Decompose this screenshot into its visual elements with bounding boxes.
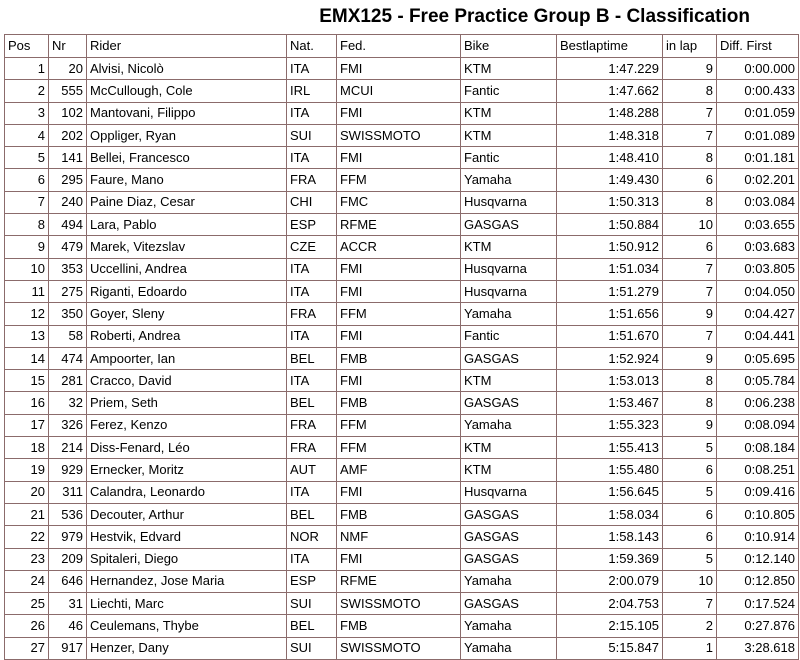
nationality-cell: ESP: [287, 214, 337, 236]
best-lap-time-cell: 1:55.323: [557, 414, 663, 436]
rider-name-cell: Marek, Vitezslav: [87, 236, 287, 258]
nationality-cell: ITA: [287, 370, 337, 392]
rider-name-cell: Oppliger, Ryan: [87, 124, 287, 146]
number-cell: 555: [49, 80, 87, 102]
bike-cell: Yamaha: [461, 169, 557, 191]
federation-cell: SWISSMOTO: [337, 637, 461, 659]
federation-cell: AMF: [337, 459, 461, 481]
number-cell: 214: [49, 437, 87, 459]
position-cell: 24: [5, 570, 49, 592]
table-row: [5, 615, 799, 637]
federation-cell: FMI: [337, 258, 461, 280]
diff-first-cell: 0:04.441: [717, 325, 799, 347]
rider-name-cell: Paine Diaz, Cesar: [87, 191, 287, 213]
bike-cell: Fantic: [461, 80, 557, 102]
best-lap-time-cell: 1:51.656: [557, 303, 663, 325]
position-cell: 27: [5, 637, 49, 659]
in-lap-cell: 6: [663, 459, 717, 481]
federation-cell: SWISSMOTO: [337, 593, 461, 615]
number-cell: 20: [49, 58, 87, 80]
bike-cell: GASGAS: [461, 214, 557, 236]
diff-first-cell: 0:08.184: [717, 437, 799, 459]
best-lap-time-cell: 1:59.369: [557, 548, 663, 570]
best-lap-time-cell: 1:48.410: [557, 147, 663, 169]
bike-cell: Yamaha: [461, 570, 557, 592]
federation-cell: FMB: [337, 392, 461, 414]
nationality-cell: ITA: [287, 58, 337, 80]
federation-cell: SWISSMOTO: [337, 124, 461, 146]
best-lap-time-cell: 2:00.079: [557, 570, 663, 592]
bike-cell: Husqvarna: [461, 280, 557, 302]
rider-name-cell: Ceulemans, Thybe: [87, 615, 287, 637]
in-lap-cell: 8: [663, 80, 717, 102]
number-cell: 141: [49, 147, 87, 169]
col-bike-header: Bike: [461, 35, 557, 58]
best-lap-time-cell: 1:51.670: [557, 325, 663, 347]
table-row: [5, 325, 799, 347]
number-cell: 917: [49, 637, 87, 659]
rider-name-cell: Spitaleri, Diego: [87, 548, 287, 570]
nationality-cell: AUT: [287, 459, 337, 481]
rider-name-cell: Hestvik, Edvard: [87, 526, 287, 548]
table-row: [5, 58, 799, 80]
federation-cell: FMI: [337, 548, 461, 570]
col-rider-header: Rider: [87, 35, 287, 58]
diff-first-cell: 0:04.427: [717, 303, 799, 325]
in-lap-cell: 7: [663, 258, 717, 280]
table-row: [5, 191, 799, 213]
table-row: [5, 637, 799, 659]
number-cell: 295: [49, 169, 87, 191]
bike-cell: GASGAS: [461, 392, 557, 414]
in-lap-cell: 5: [663, 481, 717, 503]
nationality-cell: IRL: [287, 80, 337, 102]
position-cell: 26: [5, 615, 49, 637]
position-cell: 10: [5, 258, 49, 280]
diff-first-cell: 0:10.805: [717, 503, 799, 525]
table-row: [5, 503, 799, 525]
federation-cell: FFM: [337, 169, 461, 191]
best-lap-time-cell: 1:47.662: [557, 80, 663, 102]
federation-cell: FMB: [337, 347, 461, 369]
in-lap-cell: 9: [663, 303, 717, 325]
table-row: [5, 526, 799, 548]
position-cell: 4: [5, 124, 49, 146]
table-row: [5, 102, 799, 124]
col-nr-header: Nr: [49, 35, 87, 58]
table-row: [5, 481, 799, 503]
in-lap-cell: 6: [663, 236, 717, 258]
best-lap-time-cell: 1:56.645: [557, 481, 663, 503]
nationality-cell: NOR: [287, 526, 337, 548]
col-fed-header: Fed.: [337, 35, 461, 58]
table-row: [5, 147, 799, 169]
rider-name-cell: Diss-Fenard, Léo: [87, 437, 287, 459]
position-cell: 9: [5, 236, 49, 258]
bike-cell: GASGAS: [461, 593, 557, 615]
number-cell: 979: [49, 526, 87, 548]
federation-cell: FMB: [337, 503, 461, 525]
number-cell: 209: [49, 548, 87, 570]
federation-cell: FMI: [337, 147, 461, 169]
table-row: [5, 236, 799, 258]
number-cell: 31: [49, 593, 87, 615]
federation-cell: FFM: [337, 437, 461, 459]
number-cell: 350: [49, 303, 87, 325]
table-row: [5, 370, 799, 392]
rider-name-cell: Lara, Pablo: [87, 214, 287, 236]
number-cell: 46: [49, 615, 87, 637]
bike-cell: GASGAS: [461, 347, 557, 369]
federation-cell: MCUI: [337, 80, 461, 102]
federation-cell: NMF: [337, 526, 461, 548]
nationality-cell: BEL: [287, 392, 337, 414]
bike-cell: Yamaha: [461, 414, 557, 436]
table-row: [5, 124, 799, 146]
number-cell: 281: [49, 370, 87, 392]
in-lap-cell: 7: [663, 124, 717, 146]
number-cell: 494: [49, 214, 87, 236]
bike-cell: KTM: [461, 124, 557, 146]
diff-first-cell: 0:03.655: [717, 214, 799, 236]
number-cell: 311: [49, 481, 87, 503]
position-cell: 18: [5, 437, 49, 459]
diff-first-cell: 0:02.201: [717, 169, 799, 191]
number-cell: 479: [49, 236, 87, 258]
nationality-cell: CZE: [287, 236, 337, 258]
in-lap-cell: 10: [663, 570, 717, 592]
in-lap-cell: 1: [663, 637, 717, 659]
bike-cell: Yamaha: [461, 637, 557, 659]
best-lap-time-cell: 1:47.229: [557, 58, 663, 80]
in-lap-cell: 9: [663, 414, 717, 436]
bike-cell: KTM: [461, 236, 557, 258]
page-title: EMX125 - Free Practice Group B - Classification: [319, 6, 750, 27]
rider-name-cell: Decouter, Arthur: [87, 503, 287, 525]
federation-cell: FFM: [337, 303, 461, 325]
bike-cell: KTM: [461, 370, 557, 392]
best-lap-time-cell: 1:50.912: [557, 236, 663, 258]
rider-name-cell: Priem, Seth: [87, 392, 287, 414]
federation-cell: RFME: [337, 214, 461, 236]
diff-first-cell: 0:12.140: [717, 548, 799, 570]
nationality-cell: BEL: [287, 503, 337, 525]
rider-name-cell: Ernecker, Moritz: [87, 459, 287, 481]
rider-name-cell: Ferez, Kenzo: [87, 414, 287, 436]
bike-cell: GASGAS: [461, 526, 557, 548]
rider-name-cell: Alvisi, Nicolò: [87, 58, 287, 80]
position-cell: 8: [5, 214, 49, 236]
position-cell: 22: [5, 526, 49, 548]
position-cell: 20: [5, 481, 49, 503]
position-cell: 12: [5, 303, 49, 325]
number-cell: 275: [49, 280, 87, 302]
diff-first-cell: 3:28.618: [717, 637, 799, 659]
bike-cell: GASGAS: [461, 503, 557, 525]
table-row: [5, 258, 799, 280]
diff-first-cell: 0:12.850: [717, 570, 799, 592]
table-row: [5, 347, 799, 369]
federation-cell: FMI: [337, 280, 461, 302]
rider-name-cell: McCullough, Cole: [87, 80, 287, 102]
best-lap-time-cell: 1:50.313: [557, 191, 663, 213]
table-row: [5, 570, 799, 592]
table-row: [5, 280, 799, 302]
best-lap-time-cell: 1:49.430: [557, 169, 663, 191]
in-lap-cell: 6: [663, 169, 717, 191]
table-row: [5, 392, 799, 414]
rider-name-cell: Roberti, Andrea: [87, 325, 287, 347]
best-lap-time-cell: 1:50.884: [557, 214, 663, 236]
number-cell: 326: [49, 414, 87, 436]
number-cell: 353: [49, 258, 87, 280]
rider-name-cell: Hernandez, Jose Maria: [87, 570, 287, 592]
in-lap-cell: 6: [663, 503, 717, 525]
best-lap-time-cell: 1:53.013: [557, 370, 663, 392]
position-cell: 17: [5, 414, 49, 436]
rider-name-cell: Henzer, Dany: [87, 637, 287, 659]
in-lap-cell: 5: [663, 548, 717, 570]
position-cell: 25: [5, 593, 49, 615]
best-lap-time-cell: 2:04.753: [557, 593, 663, 615]
bike-cell: Fantic: [461, 147, 557, 169]
number-cell: 646: [49, 570, 87, 592]
position-cell: 7: [5, 191, 49, 213]
nationality-cell: SUI: [287, 637, 337, 659]
in-lap-cell: 7: [663, 325, 717, 347]
rider-name-cell: Goyer, Sleny: [87, 303, 287, 325]
number-cell: 240: [49, 191, 87, 213]
bike-cell: Fantic: [461, 325, 557, 347]
nationality-cell: FRA: [287, 169, 337, 191]
in-lap-cell: 9: [663, 58, 717, 80]
diff-first-cell: 0:03.805: [717, 258, 799, 280]
bike-cell: Husqvarna: [461, 191, 557, 213]
nationality-cell: ITA: [287, 325, 337, 347]
position-cell: 2: [5, 80, 49, 102]
col-diff-first-header: Diff. First: [717, 35, 799, 58]
col-bestlaptime-header: Bestlaptime: [557, 35, 663, 58]
bike-cell: KTM: [461, 58, 557, 80]
bike-cell: GASGAS: [461, 548, 557, 570]
nationality-cell: ITA: [287, 258, 337, 280]
federation-cell: FFM: [337, 414, 461, 436]
position-cell: 1: [5, 58, 49, 80]
rider-name-cell: Riganti, Edoardo: [87, 280, 287, 302]
nationality-cell: ESP: [287, 570, 337, 592]
diff-first-cell: 0:01.059: [717, 102, 799, 124]
in-lap-cell: 8: [663, 392, 717, 414]
rider-name-cell: Uccellini, Andrea: [87, 258, 287, 280]
number-cell: 202: [49, 124, 87, 146]
federation-cell: FMC: [337, 191, 461, 213]
table-row: [5, 459, 799, 481]
federation-cell: FMI: [337, 325, 461, 347]
table-row: [5, 169, 799, 191]
in-lap-cell: 8: [663, 147, 717, 169]
in-lap-cell: 7: [663, 593, 717, 615]
number-cell: 32: [49, 392, 87, 414]
in-lap-cell: 7: [663, 102, 717, 124]
number-cell: 929: [49, 459, 87, 481]
rider-name-cell: Faure, Mano: [87, 169, 287, 191]
table-row: [5, 437, 799, 459]
nationality-cell: SUI: [287, 124, 337, 146]
nationality-cell: SUI: [287, 593, 337, 615]
rider-name-cell: Calandra, Leonardo: [87, 481, 287, 503]
best-lap-time-cell: 5:15.847: [557, 637, 663, 659]
in-lap-cell: 8: [663, 191, 717, 213]
table-header: [5, 35, 799, 58]
in-lap-cell: 6: [663, 526, 717, 548]
position-cell: 19: [5, 459, 49, 481]
diff-first-cell: 0:03.084: [717, 191, 799, 213]
table-row: [5, 548, 799, 570]
in-lap-cell: 7: [663, 280, 717, 302]
nationality-cell: CHI: [287, 191, 337, 213]
diff-first-cell: 0:00.000: [717, 58, 799, 80]
federation-cell: RFME: [337, 570, 461, 592]
nationality-cell: BEL: [287, 347, 337, 369]
col-nat-header: Nat.: [287, 35, 337, 58]
rider-name-cell: Liechti, Marc: [87, 593, 287, 615]
position-cell: 11: [5, 280, 49, 302]
bike-cell: Yamaha: [461, 303, 557, 325]
position-cell: 21: [5, 503, 49, 525]
bike-cell: Yamaha: [461, 615, 557, 637]
rider-name-cell: Cracco, David: [87, 370, 287, 392]
position-cell: 3: [5, 102, 49, 124]
number-cell: 58: [49, 325, 87, 347]
nationality-cell: FRA: [287, 303, 337, 325]
bike-cell: KTM: [461, 459, 557, 481]
in-lap-cell: 8: [663, 370, 717, 392]
diff-first-cell: 0:17.524: [717, 593, 799, 615]
federation-cell: FMI: [337, 58, 461, 80]
number-cell: 536: [49, 503, 87, 525]
nationality-cell: FRA: [287, 437, 337, 459]
in-lap-cell: 9: [663, 347, 717, 369]
best-lap-time-cell: 1:58.034: [557, 503, 663, 525]
diff-first-cell: 0:00.433: [717, 80, 799, 102]
nationality-cell: FRA: [287, 414, 337, 436]
table-row: [5, 593, 799, 615]
position-cell: 6: [5, 169, 49, 191]
best-lap-time-cell: 1:55.480: [557, 459, 663, 481]
nationality-cell: ITA: [287, 280, 337, 302]
diff-first-cell: 0:04.050: [717, 280, 799, 302]
best-lap-time-cell: 1:53.467: [557, 392, 663, 414]
table-row: [5, 414, 799, 436]
position-cell: 15: [5, 370, 49, 392]
diff-first-cell: 0:05.784: [717, 370, 799, 392]
federation-cell: FMI: [337, 370, 461, 392]
table-body: [5, 58, 799, 660]
federation-cell: FMI: [337, 102, 461, 124]
best-lap-time-cell: 1:58.143: [557, 526, 663, 548]
rider-name-cell: Ampoorter, Ian: [87, 347, 287, 369]
diff-first-cell: 0:09.416: [717, 481, 799, 503]
position-cell: 14: [5, 347, 49, 369]
diff-first-cell: 0:01.181: [717, 147, 799, 169]
nationality-cell: ITA: [287, 548, 337, 570]
diff-first-cell: 0:03.683: [717, 236, 799, 258]
diff-first-cell: 0:01.089: [717, 124, 799, 146]
col-in-lap-header: in lap: [663, 35, 717, 58]
classification-table: [4, 34, 799, 660]
bike-cell: Husqvarna: [461, 258, 557, 280]
number-cell: 474: [49, 347, 87, 369]
position-cell: 5: [5, 147, 49, 169]
header-row: [5, 35, 799, 58]
best-lap-time-cell: 1:51.034: [557, 258, 663, 280]
number-cell: 102: [49, 102, 87, 124]
table-row: [5, 214, 799, 236]
federation-cell: FMB: [337, 615, 461, 637]
nationality-cell: ITA: [287, 481, 337, 503]
position-cell: 23: [5, 548, 49, 570]
in-lap-cell: 5: [663, 437, 717, 459]
position-cell: 16: [5, 392, 49, 414]
federation-cell: ACCR: [337, 236, 461, 258]
table-row: [5, 303, 799, 325]
in-lap-cell: 10: [663, 214, 717, 236]
bike-cell: KTM: [461, 102, 557, 124]
federation-cell: FMI: [337, 481, 461, 503]
nationality-cell: BEL: [287, 615, 337, 637]
diff-first-cell: 0:08.094: [717, 414, 799, 436]
rider-name-cell: Bellei, Francesco: [87, 147, 287, 169]
best-lap-time-cell: 1:48.288: [557, 102, 663, 124]
nationality-cell: ITA: [287, 147, 337, 169]
bike-cell: KTM: [461, 437, 557, 459]
position-cell: 13: [5, 325, 49, 347]
best-lap-time-cell: 2:15.105: [557, 615, 663, 637]
table-row: [5, 80, 799, 102]
best-lap-time-cell: 1:48.318: [557, 124, 663, 146]
rider-name-cell: Mantovani, Filippo: [87, 102, 287, 124]
diff-first-cell: 0:10.914: [717, 526, 799, 548]
best-lap-time-cell: 1:52.924: [557, 347, 663, 369]
best-lap-time-cell: 1:51.279: [557, 280, 663, 302]
diff-first-cell: 0:05.695: [717, 347, 799, 369]
nationality-cell: ITA: [287, 102, 337, 124]
col-pos-header: Pos: [5, 35, 49, 58]
bike-cell: Husqvarna: [461, 481, 557, 503]
diff-first-cell: 0:27.876: [717, 615, 799, 637]
diff-first-cell: 0:08.251: [717, 459, 799, 481]
diff-first-cell: 0:06.238: [717, 392, 799, 414]
in-lap-cell: 2: [663, 615, 717, 637]
best-lap-time-cell: 1:55.413: [557, 437, 663, 459]
